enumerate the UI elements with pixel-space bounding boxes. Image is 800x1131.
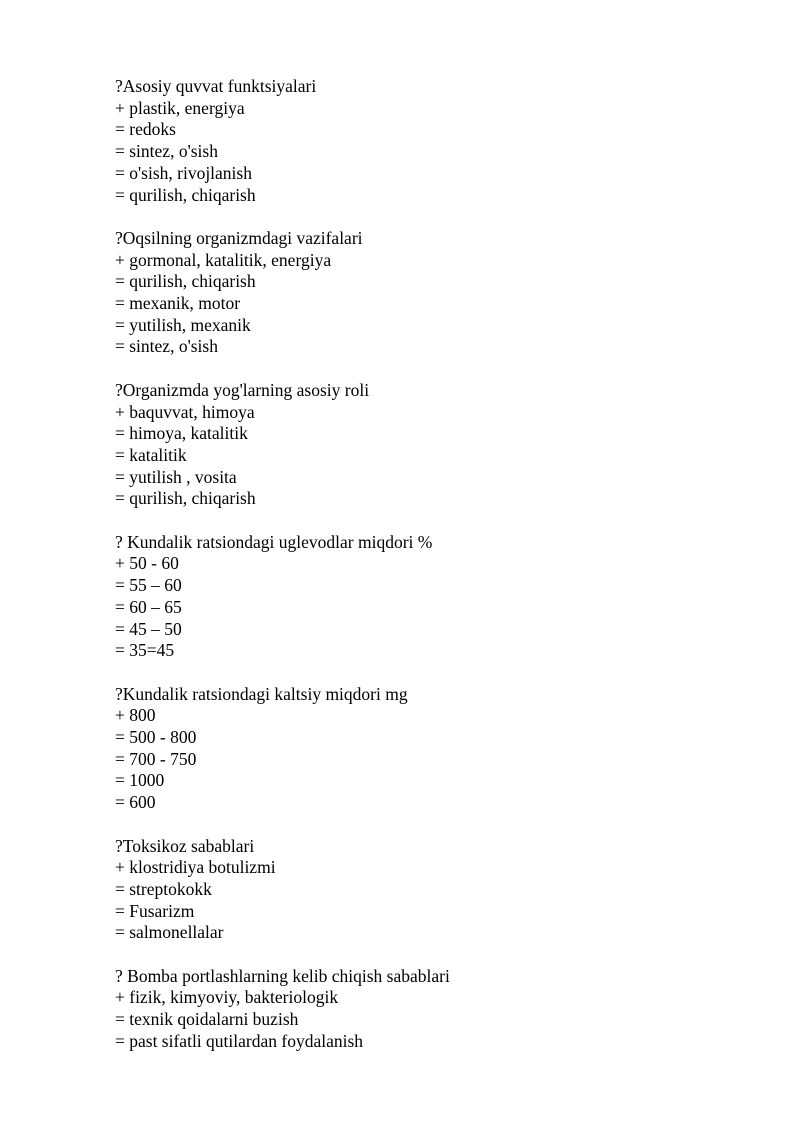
answer-option: = 700 - 750 <box>115 748 197 769</box>
answer-option: = 60 – 65 <box>115 596 182 617</box>
answer-option: = streptokokk <box>115 878 212 899</box>
answer-option: = katalitik <box>115 444 187 465</box>
answer-option: + baquvvat, himoya <box>115 401 255 422</box>
question-text: ? Kundalik ratsiondagi uglevodlar miqdori % <box>115 531 433 552</box>
answer-option: + fizik, kimyoviy, bakteriologik <box>115 987 339 1008</box>
question-block <box>115 532 755 662</box>
answer-option: + plastik, energiya <box>115 97 245 118</box>
document-page <box>115 76 755 1074</box>
answer-option: = 55 – 60 <box>115 575 182 596</box>
answer-option: = 1000 <box>115 770 165 791</box>
answer-option: = mexanik, motor <box>115 293 241 314</box>
question-text: ?Asosiy quvvat funktsiyalari <box>115 76 317 96</box>
question-block <box>115 966 755 1053</box>
answer-option: = salmonellalar <box>115 922 224 943</box>
answer-option: = qurilish, chiqarish <box>115 488 256 509</box>
answer-option: = qurilish, chiqarish <box>115 184 256 205</box>
answer-option: = 500 - 800 <box>115 727 197 748</box>
answer-option: = 45 – 50 <box>115 618 182 639</box>
answer-option: = himoya, katalitik <box>115 423 248 444</box>
question-block <box>115 684 755 814</box>
question-text: ?Organizmda yog'larning asosiy roli <box>115 379 370 400</box>
question-block <box>115 76 755 206</box>
answer-option: = yutilish , vosita <box>115 466 237 487</box>
answer-option: + 50 - 60 <box>115 553 179 574</box>
answer-option: + gormonal, katalitik, energiya <box>115 249 332 270</box>
answer-option: = qurilish, chiqarish <box>115 271 256 292</box>
answer-option: = 600 <box>115 792 156 813</box>
answer-option: = Fusarizm <box>115 900 195 921</box>
answer-option: + 800 <box>115 705 156 726</box>
answer-option: = sintez, o'sish <box>115 141 218 162</box>
question-block <box>115 380 755 510</box>
answer-option: = redoks <box>115 119 176 140</box>
answer-option: = past sifatli qutilardan foydalanish <box>115 1030 364 1051</box>
answer-option: = yutilish, mexanik <box>115 314 251 335</box>
question-text: ?Kundalik ratsiondagi kaltsiy miqdori mg <box>115 683 408 704</box>
question-text: ?Toksikoz sabablari <box>115 835 255 856</box>
question-text: ? Bomba portlashlarning kelib chiqish sabablari <box>115 965 450 986</box>
question-block <box>115 228 755 358</box>
answer-option: + klostridiya botulizmi <box>115 857 276 878</box>
answer-option: = o'sish, rivojlanish <box>115 162 252 183</box>
answer-option: = sintez, o'sish <box>115 336 218 357</box>
question-block <box>115 836 755 945</box>
question-text: ?Oqsilning organizmdagi vazifalari <box>115 227 363 248</box>
answer-option: = texnik qoidalarni buzish <box>115 1009 299 1030</box>
answer-option: = 35=45 <box>115 640 175 661</box>
